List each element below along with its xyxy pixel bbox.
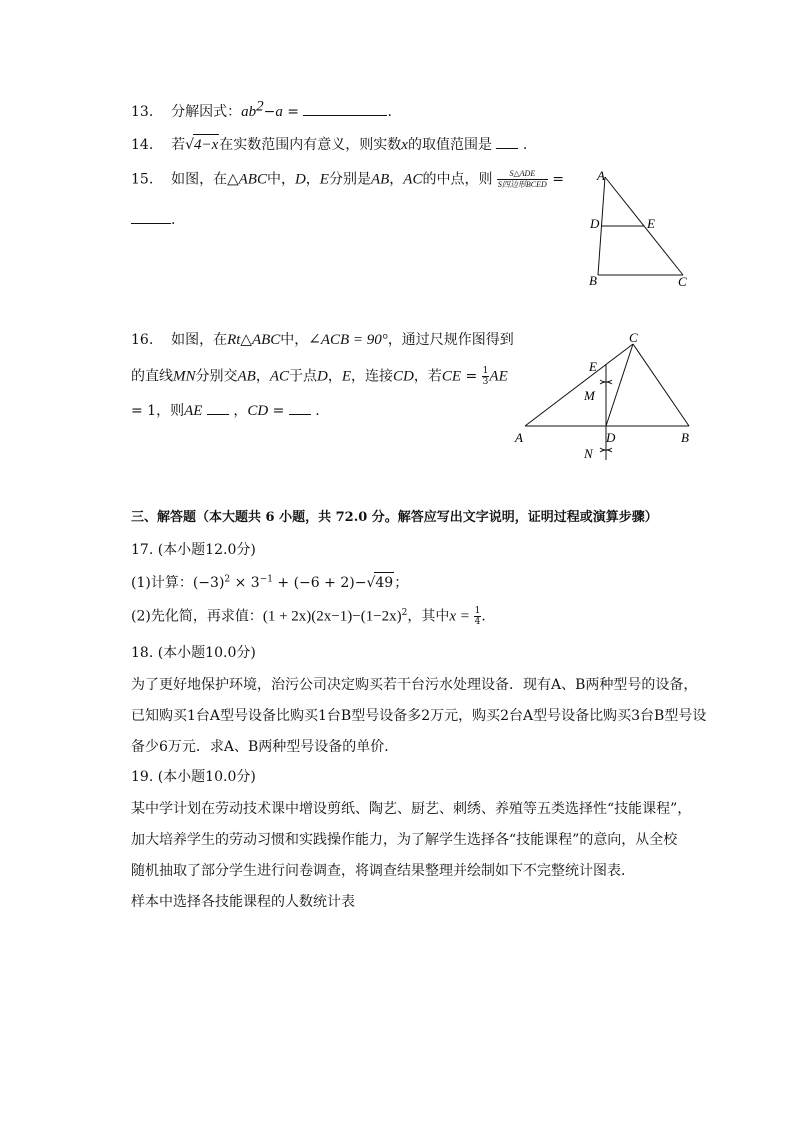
q13-expr-a: ab [241, 104, 257, 120]
q16-l2-ab: AB [237, 368, 256, 385]
q16-cd-blank[interactable] [289, 400, 311, 415]
fig15-label-e: E [647, 216, 655, 231]
q15-eq: = [552, 171, 564, 188]
fig15-label-b: B [589, 273, 597, 288]
q16-l2-pre: 的直线 [131, 368, 173, 385]
q18-line1: 为了更好地保护环境，治污公司决定购买若干台污水处理设备．现有A、B两种型号的设备， [131, 677, 698, 693]
q17-part2 [131, 606, 486, 627]
fig16-label-c: C [629, 330, 638, 345]
fig16-side-ac [525, 344, 633, 426]
q14-mid: 在实数范围内有意义，则实数 [219, 137, 402, 153]
q17-p1-expr1: (−3) [192, 575, 225, 591]
q14-var: x [401, 137, 408, 153]
fig16-segment-cd [606, 344, 633, 426]
q15-mid1: 中， [266, 171, 295, 188]
q17-frac-den: 4 [474, 617, 481, 627]
q17-frac-num: 1 [474, 606, 481, 616]
q16-l3-cd: CD [247, 403, 269, 419]
q19-line1: 某中学计划在劳动技术课中增设剪纸、陶艺、厨艺、刺绣、养殖等五类选择性“技能课程”， [131, 801, 692, 817]
q14-end: . [522, 137, 528, 153]
section-3-heading: 三、解答题（本大题共 6 小题，共 72.0 分。解答应写出文字说明，证明过程或演算步骤） [131, 510, 658, 525]
q17-part1 [131, 572, 408, 593]
question-14 [131, 134, 527, 155]
q16-l2-mid3: ，连接 [351, 368, 394, 385]
q17-p2-expr: (1 + 2x)(2x−1)−(1−2x) [262, 608, 402, 625]
q16-l1-mid: 中， [280, 332, 309, 348]
q15-pre: 如图，在 [171, 171, 228, 188]
q15-mid3: 的中点，则 [422, 171, 493, 188]
fig16-label-b: B [681, 430, 689, 445]
q13-exp: 2 [256, 98, 264, 115]
q17-p2-pre: (2)先化简，再求值： [131, 608, 263, 625]
q16-l2-ce: CE [441, 368, 462, 385]
q16-l2-comma2: ， [327, 368, 342, 385]
q16-l2-mn: MN [173, 368, 196, 385]
q19-line2: 加大培养学生的劳动习惯和实践操作能力，为了解学生选择各“技能课程”的意向，从全校 [131, 832, 678, 848]
q16-l3-pre: = 1，则 [131, 403, 185, 419]
q17-p1-end: ； [394, 575, 409, 591]
q17-p2-var: x = [449, 608, 474, 625]
fig16-label-n: N [584, 446, 593, 461]
question-16-line2 [131, 366, 508, 387]
q16-l3-mid: ， [233, 403, 248, 419]
q16-l3-eq: = [268, 403, 289, 419]
q15-answer-blank[interactable] [131, 209, 171, 224]
q17-header: 17. (本小题12.0分) [131, 542, 256, 558]
q19-table-caption: 样本中选择各技能课程的人数统计表 [131, 894, 355, 910]
q16-l3-end: . [315, 403, 320, 419]
q15-comma2: ， [389, 171, 404, 188]
q13-number: 13. [131, 104, 154, 120]
q16-l1-tri: Rt△ABC [227, 332, 281, 348]
q14-pre: 若 [171, 137, 186, 153]
q16-l1-post: ，通过尺规作图得到 [387, 332, 514, 348]
q15-end: . [171, 212, 176, 228]
q15-segment-ab: AB [370, 171, 390, 188]
q16-l2-mid4: ，若 [413, 368, 442, 385]
q16-l2-cd: CD [393, 368, 414, 385]
q18-header: 18. (本小题10.0分) [131, 645, 256, 661]
question-13 [131, 98, 392, 122]
q16-l2-mid2: 于点 [289, 368, 317, 385]
q16-l2-eq: = [461, 368, 482, 385]
q15-frac-den: S四边形BCED [497, 180, 547, 189]
q16-l2-mid1: 分别交 [195, 368, 238, 385]
q17-p1-exp1: 2 [224, 574, 231, 585]
q16-l2-ac: AC [269, 368, 289, 385]
fig15-label-d: D [590, 216, 600, 231]
q17-p2-end: . [481, 608, 486, 625]
q14-radical-sign: √ [185, 137, 194, 153]
question-15-answer [131, 209, 175, 230]
q16-frac-num: 1 [482, 366, 489, 376]
q15-point-e: E [319, 171, 329, 188]
q16-l2-e: E [341, 368, 352, 385]
q15-comma1: ， [305, 171, 320, 188]
fig16-label-d: D [606, 430, 616, 445]
q15-frac-num: S△ADE [497, 169, 548, 180]
q15-segment-ac: AC [403, 171, 423, 188]
q14-post: 的取值范围是 [407, 137, 492, 153]
q18-line2: 已知购买1台A型号设备比购买1台B型号设备多2万元，购买2台A型号设备比购买3台B型号设 [131, 708, 707, 724]
fig16-side-bc [633, 344, 689, 426]
q17-p1-pre: (1)计算： [131, 575, 193, 591]
q17-p1-exp2: −1 [259, 574, 273, 585]
question-15 [131, 169, 564, 190]
q16-l1-pre: 如图，在 [171, 332, 228, 348]
q15-mid2: 分别是 [328, 171, 371, 188]
q16-l2-comma: ， [255, 368, 270, 385]
q13-end: . [387, 104, 392, 120]
q14-radicand: 4−x [193, 134, 219, 155]
q19-header: 19. (本小题10.0分) [131, 769, 256, 785]
q13-expr-b: a [275, 104, 283, 120]
q17-p2-exp: 2 [401, 607, 408, 618]
fig15-label-c: C [678, 274, 687, 289]
figure-16-triangle [510, 328, 710, 468]
q17-p1-radicand: 49 [374, 572, 394, 593]
q15-point-d: D [294, 171, 306, 188]
q16-l1-angle: ∠ACB = 90° [308, 332, 388, 348]
q16-frac-den: 3 [482, 377, 489, 387]
q15-area-fraction [497, 169, 548, 190]
q16-l2-ae: AE [489, 368, 508, 385]
q15-triangle: △ABC [227, 171, 267, 188]
q14-number: 14. [131, 137, 154, 153]
q16-l2-d: D [317, 368, 328, 385]
q13-answer-blank[interactable] [303, 101, 387, 116]
q13-label: 分解因式： [171, 104, 242, 120]
q16-l3-ae: AE [184, 403, 203, 419]
fig16-label-a: A [515, 430, 523, 445]
q16-number: 16. [131, 332, 154, 348]
q17-p1-expr3: + (−6 + 2)− [272, 575, 367, 591]
q19-line3: 随机抽取了部分学生进行问卷调查，将调查结果整理并绘制如下不完整统计图表． [131, 863, 635, 879]
question-16-line3 [131, 400, 320, 421]
fig16-label-e: E [589, 359, 597, 374]
q15-number: 15. [131, 171, 154, 188]
q14-answer-blank[interactable] [496, 134, 518, 149]
fig15-label-a: A [597, 168, 605, 183]
question-16-line1 [131, 330, 514, 350]
fig16-label-m: M [584, 388, 595, 403]
q13-minus: − [263, 104, 276, 120]
q17-p1-expr2: × 3 [230, 575, 260, 591]
q17-radical-sign: √ [366, 575, 376, 591]
q16-ae-blank[interactable] [207, 400, 229, 415]
figure-15-triangle [580, 165, 700, 295]
q13-eq: = [282, 104, 299, 120]
q18-line3: 备少6万元．求A、B两种型号设备的单价． [131, 739, 399, 755]
q17-p2-mid: ，其中 [407, 608, 450, 625]
